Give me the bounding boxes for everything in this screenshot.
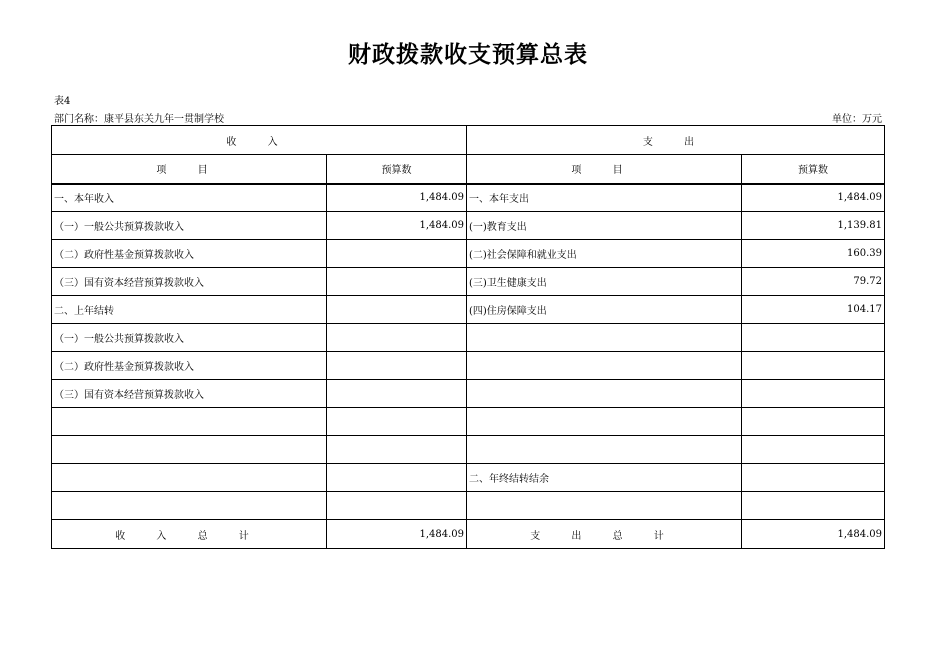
income-amount-cell: [327, 380, 467, 408]
expense-amount-cell: [742, 436, 885, 464]
income-item-cell: （三）国有资本经营预算拨款收入: [52, 380, 327, 408]
income-item-cell: （一）一般公共预算拨款收入: [52, 324, 327, 352]
income-amount-cell: [327, 352, 467, 380]
column-header-row: [52, 155, 885, 184]
unit-label: 单位：万元: [832, 114, 882, 125]
table-body: [52, 184, 885, 520]
table-row: [52, 212, 885, 240]
budget-table: [51, 125, 885, 549]
expense-item-cell: (四)住房保障支出: [467, 296, 742, 324]
income-total-amount: 1,484.09: [327, 520, 467, 549]
section-header-row: [52, 126, 885, 155]
income-amount-cell: [327, 296, 467, 324]
expense-amount-cell: [742, 352, 885, 380]
table-row: [52, 380, 885, 408]
income-item-cell: （三）国有资本经营预算拨款收入: [52, 268, 327, 296]
expense-amount-cell: [742, 324, 885, 352]
totals-row: [52, 520, 885, 549]
income-item-cell: [52, 492, 327, 520]
table-row: [52, 352, 885, 380]
income-amount-cell: 1,484.09: [327, 184, 467, 212]
income-amount-cell: [327, 240, 467, 268]
income-item-cell: [52, 436, 327, 464]
expense-item-cell: 二、年终结转结余: [467, 464, 742, 492]
table-row: [52, 436, 885, 464]
table-row: [52, 184, 885, 212]
income-amount-cell: [327, 408, 467, 436]
expense-amount-cell: [742, 408, 885, 436]
expense-amount-cell: 1,139.81: [742, 212, 885, 240]
table-row: [52, 240, 885, 268]
expense-amount-cell: 104.17: [742, 296, 885, 324]
table-number: 表4: [54, 96, 71, 107]
expense-item-header: 项 目: [467, 155, 742, 184]
expense-amount-cell: [742, 380, 885, 408]
expense-item-cell: [467, 436, 742, 464]
income-item-cell: （二）政府性基金预算拨款收入: [52, 240, 327, 268]
expense-section-header: 支 出: [467, 126, 885, 155]
expense-amount-cell: [742, 464, 885, 492]
expense-amount-cell: 79.72: [742, 268, 885, 296]
table-row: [52, 324, 885, 352]
income-item-cell: [52, 464, 327, 492]
income-amount-cell: [327, 324, 467, 352]
expense-budget-header: 预算数: [742, 155, 885, 184]
expense-item-cell: (一)教育支出: [467, 212, 742, 240]
expense-amount-cell: 160.39: [742, 240, 885, 268]
expense-total-amount: 1,484.09: [742, 520, 885, 549]
expense-item-cell: 一、本年支出: [467, 184, 742, 212]
income-amount-cell: [327, 492, 467, 520]
table-row: [52, 492, 885, 520]
income-item-cell: [52, 408, 327, 436]
expense-item-cell: [467, 408, 742, 436]
table-row: [52, 268, 885, 296]
table-row: [52, 464, 885, 492]
income-amount-cell: 1,484.09: [327, 212, 467, 240]
income-item-cell: 二、上年结转: [52, 296, 327, 324]
table-row: [52, 408, 885, 436]
expense-item-cell: [467, 324, 742, 352]
income-item-cell: 一、本年收入: [52, 184, 327, 212]
department-name: 部门名称：康平县东关九年一贯制学校: [54, 114, 224, 125]
expense-item-cell: [467, 492, 742, 520]
expense-amount-cell: [742, 492, 885, 520]
income-section-header: 收 入: [52, 126, 467, 155]
income-amount-cell: [327, 436, 467, 464]
income-item-header: 项 目: [52, 155, 327, 184]
income-amount-cell: [327, 268, 467, 296]
income-budget-header: 预算数: [327, 155, 467, 184]
income-item-cell: （二）政府性基金预算拨款收入: [52, 352, 327, 380]
expense-total-label: 支 出 总 计: [467, 520, 742, 549]
table-row: [52, 296, 885, 324]
income-amount-cell: [327, 464, 467, 492]
expense-amount-cell: 1,484.09: [742, 184, 885, 212]
page-title: 财政拨款收支预算总表: [348, 41, 588, 68]
expense-item-cell: (二)社会保障和就业支出: [467, 240, 742, 268]
expense-item-cell: [467, 352, 742, 380]
income-total-label: 收 入 总 计: [52, 520, 327, 549]
expense-item-cell: (三)卫生健康支出: [467, 268, 742, 296]
expense-item-cell: [467, 380, 742, 408]
income-item-cell: （一）一般公共预算拨款收入: [52, 212, 327, 240]
